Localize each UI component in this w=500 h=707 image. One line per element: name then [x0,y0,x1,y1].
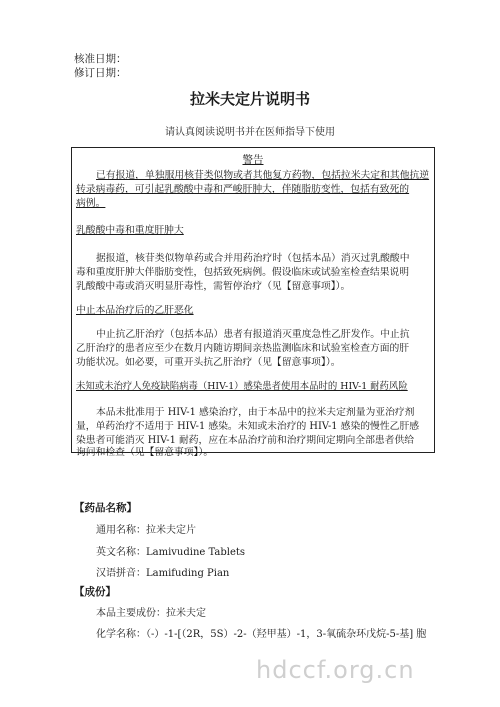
section-drug-name-label: 【药品名称】 [74,502,137,514]
warning-body-line: 毒和重度肝肿大伴脂肪变性，包括致死病例。假设临床或试验室检查结果说明 [76,267,410,278]
warning-body-line: 询问和检查（见【留意事项】）。 [76,447,214,458]
warning-section-heading: 未知或未治疗人免疫缺陷病毒（HIV-1）感染患者使用本品时的 HIV-1 耐药风险 [76,381,408,392]
document-title: 拉米夫定片说明书 [189,90,310,108]
warning-title: 警告 [242,154,264,166]
generic-name: 通用名称：拉米夫定片 [96,525,196,536]
revise-date-label: 修订日期： [74,67,127,79]
warning-body-line: 功能状况。如必要，可重开头抗乙肝治疗（见【留意事项】）。 [76,357,341,368]
document-subtitle: 请认真阅读说明书并在医师指导下使用 [165,127,335,138]
warning-body-line: 量，单药治疗不适用于 HIV-1 感染。未知或未治疗的 HIV-1 感染的慢性乙肝感 [76,421,420,432]
warning-body-line: 中止抗乙肝治疗（包括本品）患者有报道消灭重度急性乙肝发作。中止抗 [96,329,410,340]
chemical-name: 化学名称：（-）-1-[（2R，5S）-2-（羟甲基）-1，3-氧硫杂环戊烷-5-基] 胞 [96,629,427,640]
warning-body-line: 本品未批准用于 HIV-1 感染治疗，由于本品中的拉米夫定剂量为亚治疗剂 [96,407,415,418]
warning-section-heading: 乳酸酸中毒和重度肝肿大 [76,225,184,236]
warning-section-heading: 中止本品治疗后的乙肝恶化 [76,305,194,316]
warning-body-line: 乙肝治疗的患者应至少在数月内随访期间亲热监测临床和试验室检查方面的肝 [76,343,410,354]
warning-box [71,147,435,458]
approve-date-label: 核准日期： [74,53,127,65]
warning-intro-line: 转录病毒药，可引起乳酸酸中毒和严峻肝肿大，伴随脂肪变性，包括有致死的 [76,184,410,195]
section-composition-label: 【成份】 [74,586,116,598]
warning-intro-line: 病例。 [76,198,106,209]
warning-intro-line: 已有报道，单独服用核苷类似物或者其他复方药物，包括拉米夫定和其他抗逆 [96,170,430,181]
pinyin-name: 汉语拼音：Lamifuding Pian [96,568,230,579]
warning-body-line: 据报道，核苷类似物单药或合并用药治疗时（包括本品）消灭过乳酸酸中 [96,253,410,264]
english-name: 英文名称：Lamivudine Tablets [96,547,246,558]
watermark-text: hdccf.org.cn [256,656,415,684]
warning-body-line: 染患者可能消灭 HIV-1 耐药，应在本品治疗前和治疗期间定期向全部患者供给 [76,435,415,446]
main-ingredient: 本品主要成份：拉米夫定 [96,608,206,619]
warning-body-line: 乳酸酸中毒或消灭明显肝毒性，需暂停治疗（见【留意事项】）。 [76,281,351,292]
